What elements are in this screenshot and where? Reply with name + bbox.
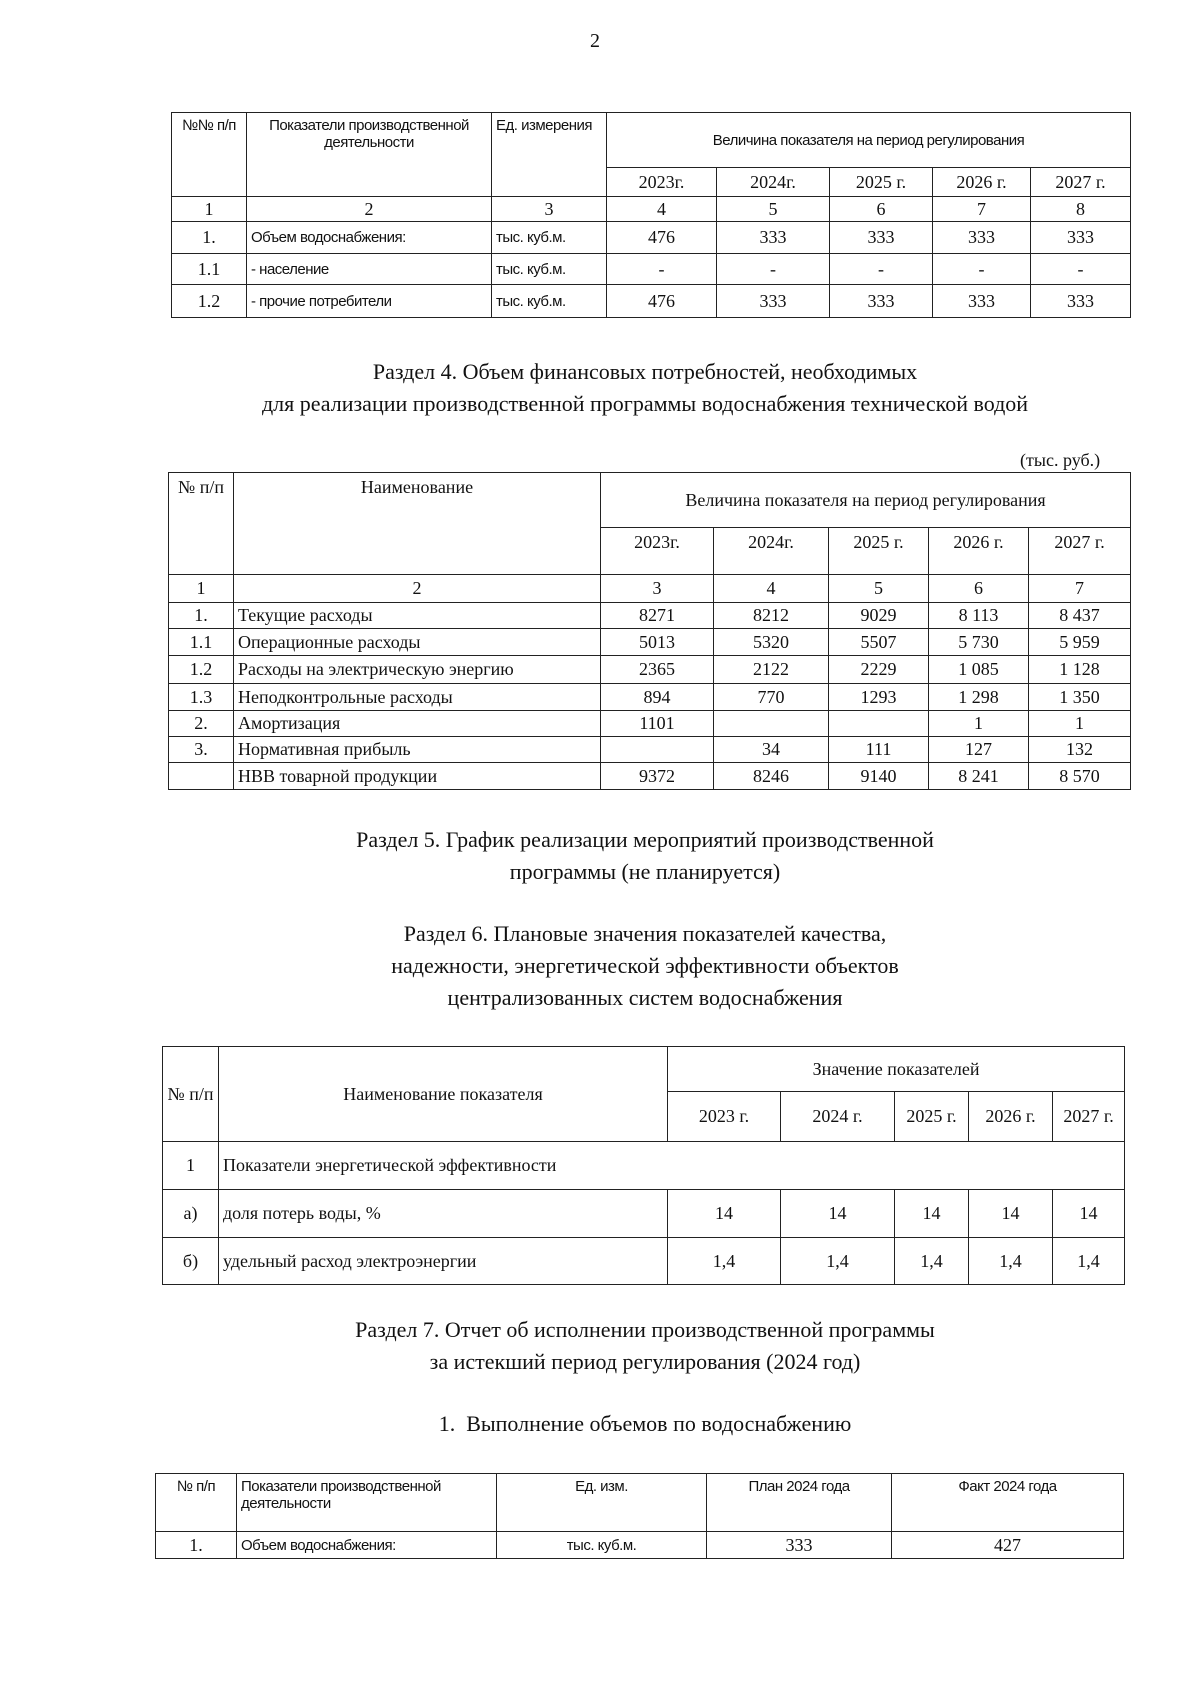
table-row	[169, 656, 1131, 684]
value-cell: 8 437	[1029, 603, 1131, 629]
group-num: 1	[163, 1142, 219, 1190]
value-cell: 333	[933, 285, 1031, 318]
execution-report-table	[155, 1473, 1124, 1559]
value-cell	[829, 711, 929, 737]
table-row	[163, 1238, 1125, 1285]
value-cell: 5013	[601, 629, 714, 656]
unit-note: (тыс. руб.)	[1020, 450, 1101, 470]
row-num: 1.1	[169, 629, 234, 656]
row-num: а)	[163, 1190, 219, 1238]
header-name: Наименование	[234, 473, 601, 575]
row-num: 1.1	[172, 254, 247, 285]
table-row	[156, 1532, 1124, 1559]
col-number: 6	[830, 197, 933, 222]
value-cell: 1 085	[929, 656, 1029, 684]
year-cell: 2025 г.	[829, 528, 929, 575]
row-name: Нормативная прибыль	[234, 737, 601, 763]
value-cell: 1,4	[1053, 1238, 1125, 1285]
value-cell: 34	[714, 737, 829, 763]
value-cell: 5320	[714, 629, 829, 656]
row-num	[169, 763, 234, 790]
table-row	[172, 285, 1131, 318]
row-name: - население	[247, 254, 492, 285]
row-name: Неподконтрольные расходы	[234, 684, 601, 711]
col-number: 8	[1031, 197, 1131, 222]
row-name: удельный расход электроэнергии	[219, 1238, 668, 1285]
header-name: Наименование показателя	[219, 1047, 668, 1142]
value-cell	[714, 711, 829, 737]
value-cell: -	[1031, 254, 1131, 285]
year-cell: 2025 г.	[830, 168, 933, 197]
quality-indicators-table	[162, 1046, 1125, 1285]
row-num: 2.	[169, 711, 234, 737]
header-num: №№ п/п	[172, 113, 247, 197]
value-cell: 1,4	[781, 1238, 895, 1285]
col-number: 1	[169, 575, 234, 603]
year-cell: 2027 г.	[1053, 1092, 1125, 1142]
row-unit: тыс. куб.м.	[497, 1532, 707, 1559]
plan-value: 333	[707, 1532, 892, 1559]
value-cell: 8212	[714, 603, 829, 629]
value-cell: 333	[830, 222, 933, 254]
group-row	[163, 1142, 1125, 1190]
value-cell: 5507	[829, 629, 929, 656]
col-number: 1	[172, 197, 247, 222]
value-cell: 1	[1029, 711, 1131, 737]
value-cell: 132	[1029, 737, 1131, 763]
header-num: № п/п	[156, 1474, 237, 1532]
year-cell: 2026 г.	[933, 168, 1031, 197]
value-cell: 8246	[714, 763, 829, 790]
col-number: 5	[829, 575, 929, 603]
page-number: 2	[590, 30, 600, 52]
production-indicators-table	[171, 112, 1131, 318]
section5-title: Раздел 5. График реализации мероприятий производственной программы (не планируется)	[356, 827, 934, 884]
fact-value: 427	[892, 1532, 1124, 1559]
value-cell: 14	[1053, 1190, 1125, 1238]
value-cell: 2122	[714, 656, 829, 684]
value-cell: 14	[895, 1190, 969, 1238]
value-cell: 2229	[829, 656, 929, 684]
row-name: НВВ товарной продукции	[234, 763, 601, 790]
value-cell: 1 298	[929, 684, 1029, 711]
row-num: 1.	[169, 603, 234, 629]
row-name: Объем водоснабжения:	[247, 222, 492, 254]
value-cell: 8 241	[929, 763, 1029, 790]
value-cell: -	[607, 254, 717, 285]
year-cell: 2024г.	[717, 168, 830, 197]
value-cell: 14	[781, 1190, 895, 1238]
col-number: 7	[933, 197, 1031, 222]
header-indicator: Показатели производственной деятельности	[247, 113, 492, 197]
group-name: Показатели энергетической эффективности	[219, 1142, 1125, 1190]
header-unit: Ед. изм.	[497, 1474, 707, 1532]
row-name: Амортизация	[234, 711, 601, 737]
value-cell: 1 350	[1029, 684, 1131, 711]
row-num: 1.2	[169, 656, 234, 684]
row-num: 1.2	[172, 285, 247, 318]
value-cell: 1,4	[668, 1238, 781, 1285]
value-cell: -	[830, 254, 933, 285]
table-row	[169, 629, 1131, 656]
value-cell: 8271	[601, 603, 714, 629]
table-row	[172, 254, 1131, 285]
col-number: 3	[601, 575, 714, 603]
value-cell: 111	[829, 737, 929, 763]
year-cell: 2026 г.	[929, 528, 1029, 575]
year-cell: 2024г.	[714, 528, 829, 575]
row-name: - прочие потребители	[247, 285, 492, 318]
value-cell: 9140	[829, 763, 929, 790]
row-num: б)	[163, 1238, 219, 1285]
section7-title: Раздел 7. Отчет об исполнении производственной программы за истекший период регулирования (2024 год)	[355, 1317, 935, 1374]
value-cell: 333	[830, 285, 933, 318]
table-row	[169, 684, 1131, 711]
row-num: 3.	[169, 737, 234, 763]
value-cell: 476	[607, 285, 717, 318]
table-row	[169, 763, 1131, 790]
section7-subtitle: 1. Выполнение объемов по водоснабжению	[438, 1411, 852, 1436]
col-number: 6	[929, 575, 1029, 603]
value-cell	[601, 737, 714, 763]
row-name: Операционные расходы	[234, 629, 601, 656]
table-row	[169, 711, 1131, 737]
value-cell: 1101	[601, 711, 714, 737]
header-plan: План 2024 года	[707, 1474, 892, 1532]
value-cell: 333	[1031, 285, 1131, 318]
row-name: Расходы на электрическую энергию	[234, 656, 601, 684]
value-cell: 1 128	[1029, 656, 1131, 684]
value-cell: 333	[933, 222, 1031, 254]
header-values: Значение показателей	[668, 1047, 1125, 1092]
value-cell: 1293	[829, 684, 929, 711]
row-unit: тыс. куб.м.	[492, 254, 607, 285]
row-name: доля потерь воды, %	[219, 1190, 668, 1238]
header-num: № п/п	[169, 473, 234, 575]
value-cell: 333	[717, 222, 830, 254]
year-cell: 2023г.	[601, 528, 714, 575]
col-number: 4	[714, 575, 829, 603]
value-cell: -	[933, 254, 1031, 285]
year-cell: 2025 г.	[895, 1092, 969, 1142]
row-name: Объем водоснабжения:	[237, 1532, 497, 1559]
header-fact: Факт 2024 года	[892, 1474, 1124, 1532]
table-row	[163, 1190, 1125, 1238]
value-cell: 1,4	[895, 1238, 969, 1285]
header-indicator: Показатели производственной деятельности	[237, 1474, 497, 1532]
value-cell: 333	[1031, 222, 1131, 254]
value-cell: 127	[929, 737, 1029, 763]
value-cell: 1	[929, 711, 1029, 737]
row-num: 1.	[156, 1532, 237, 1559]
col-number: 3	[492, 197, 607, 222]
value-cell: 14	[969, 1190, 1053, 1238]
row-num: 1.3	[169, 684, 234, 711]
value-cell: 894	[601, 684, 714, 711]
header-period: Величина показателя на период регулирования	[601, 473, 1131, 528]
section4-title: Раздел 4. Объем финансовых потребностей, необходимых для реализации производственной программы водоснабжения технической водой	[261, 359, 1029, 416]
year-cell: 2026 г.	[969, 1092, 1053, 1142]
value-cell: 14	[668, 1190, 781, 1238]
value-cell: 476	[607, 222, 717, 254]
col-number: 2	[234, 575, 601, 603]
value-cell: 5 959	[1029, 629, 1131, 656]
value-cell: 770	[714, 684, 829, 711]
value-cell: 2365	[601, 656, 714, 684]
col-number: 7	[1029, 575, 1131, 603]
year-cell: 2023г.	[607, 168, 717, 197]
section6-title: Раздел 6. Плановые значения показателей качества, надежности, энергетической эффективности объектов централизованных систем водоснабжения	[391, 921, 899, 1010]
value-cell: 9029	[829, 603, 929, 629]
year-cell: 2023 г.	[668, 1092, 781, 1142]
header-period: Величина показателя на период регулирования	[607, 113, 1131, 168]
year-cell: 2027 г.	[1031, 168, 1131, 197]
value-cell: 333	[717, 285, 830, 318]
row-unit: тыс. куб.м.	[492, 285, 607, 318]
value-cell: 1,4	[969, 1238, 1053, 1285]
col-number: 2	[247, 197, 492, 222]
table-row	[169, 603, 1131, 629]
value-cell: 5 730	[929, 629, 1029, 656]
value-cell: 8 113	[929, 603, 1029, 629]
header-unit: Ед. измерения	[492, 113, 607, 197]
row-unit: тыс. куб.м.	[492, 222, 607, 254]
table-row	[169, 737, 1131, 763]
row-num: 1.	[172, 222, 247, 254]
financial-needs-table	[168, 472, 1131, 790]
value-cell: -	[717, 254, 830, 285]
col-number: 5	[717, 197, 830, 222]
header-num: № п/п	[163, 1047, 219, 1142]
col-number: 4	[607, 197, 717, 222]
row-name: Текущие расходы	[234, 603, 601, 629]
year-cell: 2027 г.	[1029, 528, 1131, 575]
value-cell: 8 570	[1029, 763, 1131, 790]
year-cell: 2024 г.	[781, 1092, 895, 1142]
table-row	[172, 222, 1131, 254]
value-cell: 9372	[601, 763, 714, 790]
